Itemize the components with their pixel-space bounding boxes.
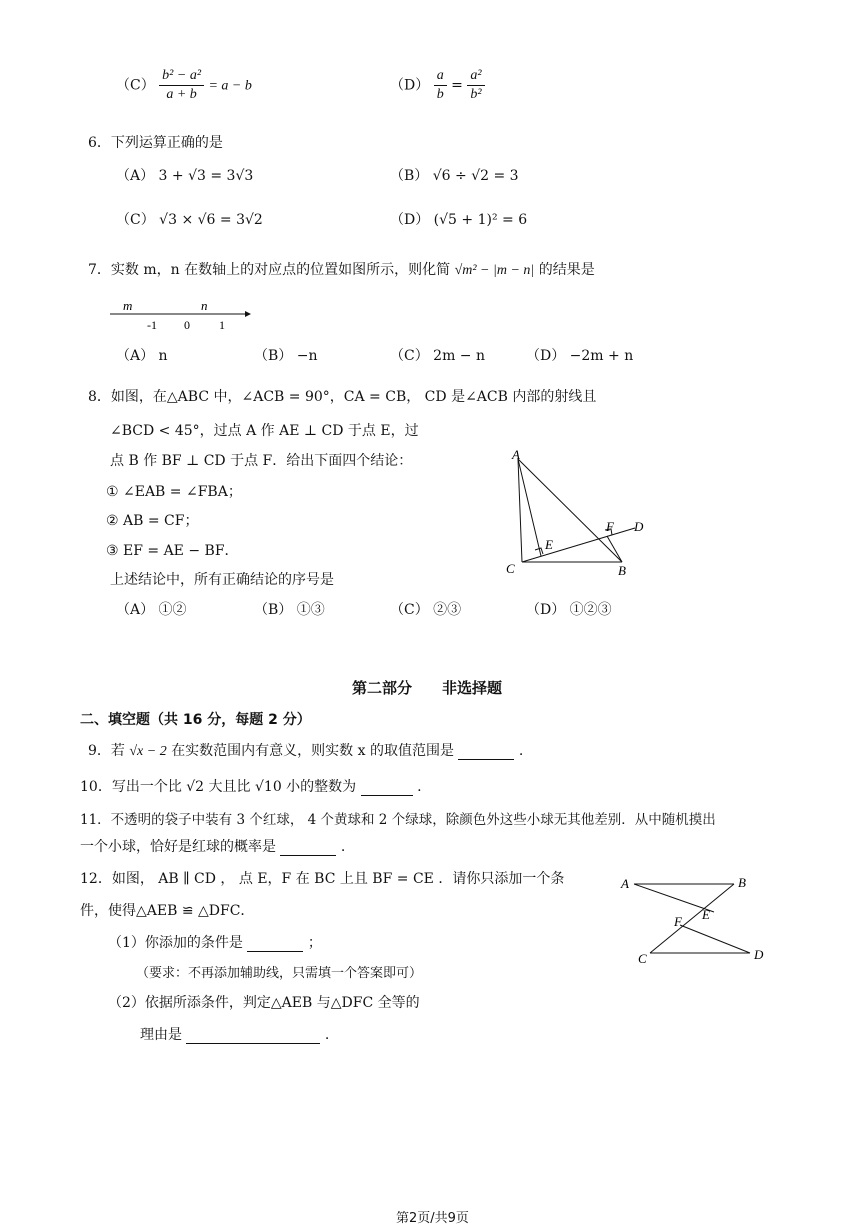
q8-line-end: 上述结论中，所有正确结论的序号是 bbox=[110, 572, 334, 588]
q11-line1: 11．不透明的袋子中装有 3 个红球， 4 个黄球和 2 个绿球，除颜色外这些小球无其他差别．从中随机摸出 bbox=[80, 812, 716, 828]
q6-option-b: （B） √6 ÷ √2 = 3 bbox=[390, 168, 519, 184]
q7-axis-m: m bbox=[123, 298, 133, 313]
q5-c-label: （C） bbox=[116, 77, 155, 94]
q11-line2 bbox=[80, 836, 345, 856]
q5-option-d bbox=[390, 68, 485, 103]
q12-fig-label-e: E bbox=[702, 907, 710, 922]
q12-sub2-blank[interactable] bbox=[186, 1029, 320, 1044]
q7-number-line bbox=[105, 296, 265, 336]
q5-option-c bbox=[116, 68, 252, 103]
q12-fig-label-a: A bbox=[621, 876, 629, 891]
q5-d-num2: a² bbox=[467, 68, 484, 86]
q8-fig-label-e: E bbox=[545, 537, 553, 552]
page-footer: 第2页/共9页 bbox=[396, 1211, 469, 1226]
q11-answer-blank[interactable] bbox=[280, 841, 336, 856]
q7-tick-neg1: -1 bbox=[147, 318, 157, 332]
q12-sub2b bbox=[140, 1024, 329, 1044]
section-fill-in-heading: 二、填空题（共 16 分，每题 2 分） bbox=[80, 712, 311, 728]
q12-figure bbox=[618, 870, 778, 970]
q12-sub1-text: （1）你添加的条件是 bbox=[108, 935, 243, 951]
q8-fig-label-c: C bbox=[506, 561, 515, 576]
q8-fig-label-f: F bbox=[606, 519, 614, 534]
q9-pre: 9．若 bbox=[88, 743, 125, 759]
q11-end: . bbox=[340, 839, 346, 855]
q12-note: （要求：不再添加辅助线，只需填一个答案即可） bbox=[136, 966, 423, 981]
q12-fig-label-f: F bbox=[674, 914, 682, 929]
q8-line1: 8．如图，在△ABC 中，∠ACB = 90°，CA = CB， CD 是∠ACB 内部的射线且 bbox=[88, 389, 597, 405]
q6-option-a: （A） 3 + √3 = 3√3 bbox=[116, 168, 254, 184]
q9-expr: √x − 2 bbox=[129, 744, 167, 759]
q8-triangle-figure bbox=[500, 445, 660, 580]
q5-d-den1: b bbox=[436, 87, 444, 102]
q8-conclusion-1: ① ∠EAB = ∠FBA； bbox=[106, 484, 242, 500]
q8-conclusion-2: ② AB = CF； bbox=[106, 513, 199, 529]
q7-stem-expr: √m² − |m − n| bbox=[454, 263, 535, 278]
q7-tick-1: 1 bbox=[219, 318, 225, 332]
q9-post: 在实数范围内有意义，则实数 x 的取值范围是 bbox=[171, 743, 454, 759]
q12-sub1 bbox=[108, 932, 322, 952]
q7-option-a: （A） n bbox=[116, 348, 168, 364]
q9-end: . bbox=[518, 743, 524, 759]
q5-c-rhs: = a − b bbox=[208, 78, 252, 94]
q5-d-num1: a bbox=[434, 68, 447, 86]
q7-stem bbox=[88, 259, 595, 279]
q5-d-den2: b² bbox=[470, 87, 482, 102]
q6-option-c: （C） √3 × √6 = 3√2 bbox=[116, 212, 263, 228]
q7-stem-post: 的结果是 bbox=[538, 262, 595, 278]
q8-option-a: （A） ①② bbox=[116, 602, 187, 618]
q8-fig-label-a: A bbox=[512, 447, 520, 462]
q8-line3: 点 B 作 BF ⊥ CD 于点 F．给出下面四个结论： bbox=[110, 453, 413, 469]
q12-sub1-end: ； bbox=[307, 935, 322, 951]
q8-conclusion-3: ③ EF = AE − BF． bbox=[106, 543, 239, 559]
q8-line2: ∠BCD < 45°，过点 A 作 AE ⊥ CD 于点 E，过 bbox=[110, 423, 419, 439]
q5-d-frac2 bbox=[467, 68, 484, 103]
q7-axis-n: n bbox=[201, 298, 208, 313]
part2-title: 第二部分 非选择题 bbox=[352, 679, 503, 697]
q12-sub2-end: . bbox=[324, 1027, 330, 1043]
q10-end: . bbox=[417, 779, 422, 795]
q5-c-num: b² − a² bbox=[159, 68, 204, 86]
q12-fig-label-d: D bbox=[754, 947, 764, 962]
q11-line2-text: 一个小球，恰好是红球的概率是 bbox=[80, 839, 276, 855]
q8-option-d: （D） ①②③ bbox=[526, 602, 612, 618]
q7-option-b: （B） −n bbox=[254, 348, 318, 364]
q8-option-c: （C） ②③ bbox=[390, 602, 462, 618]
q10-pre: 10．写出一个比 √2 大且比 √10 小的整数为 bbox=[80, 779, 357, 795]
q12-sub2: （2）依据所添条件，判定△AEB 与△DFC 全等的 bbox=[108, 995, 420, 1011]
q5-d-eq: = bbox=[451, 77, 463, 94]
q6-option-d: （D） (√5 + 1)² = 6 bbox=[390, 212, 528, 228]
q7-option-d: （D） −2m + n bbox=[526, 348, 634, 364]
q7-tick-0: 0 bbox=[184, 318, 190, 332]
q12-line1: 12．如图， AB ∥ CD ， 点 E，F 在 BC 上且 BF = CE ．请你只添加一个条 bbox=[80, 871, 565, 887]
q8-fig-label-b: B bbox=[618, 563, 626, 578]
q12-fig-label-c: C bbox=[638, 951, 647, 966]
q7-option-c: （C） 2m − n bbox=[390, 348, 485, 364]
q6-stem: 6．下列运算正确的是 bbox=[88, 135, 223, 151]
q5-d-frac1 bbox=[434, 68, 447, 103]
q7-stem-pre: 7．实数 m，n 在数轴上的对应点的位置如图所示，则化简 bbox=[88, 262, 451, 278]
q12-fig-label-b: B bbox=[738, 875, 746, 890]
q5-c-den: a + b bbox=[166, 87, 197, 102]
q5-d-label: （D） bbox=[390, 77, 430, 94]
q9 bbox=[88, 740, 523, 760]
q12-line2: 件，使得△AEB ≌ △DFC． bbox=[80, 903, 255, 919]
q12-sub1-blank[interactable] bbox=[247, 937, 303, 952]
q8-fig-label-d: D bbox=[634, 519, 644, 534]
q5-c-fraction bbox=[159, 68, 204, 103]
q8-option-b: （B） ①③ bbox=[254, 602, 325, 618]
q10 bbox=[80, 776, 422, 796]
q9-answer-blank[interactable] bbox=[458, 745, 514, 760]
q12-sub2b-text: 理由是 bbox=[140, 1027, 182, 1043]
q10-answer-blank[interactable] bbox=[361, 781, 413, 796]
